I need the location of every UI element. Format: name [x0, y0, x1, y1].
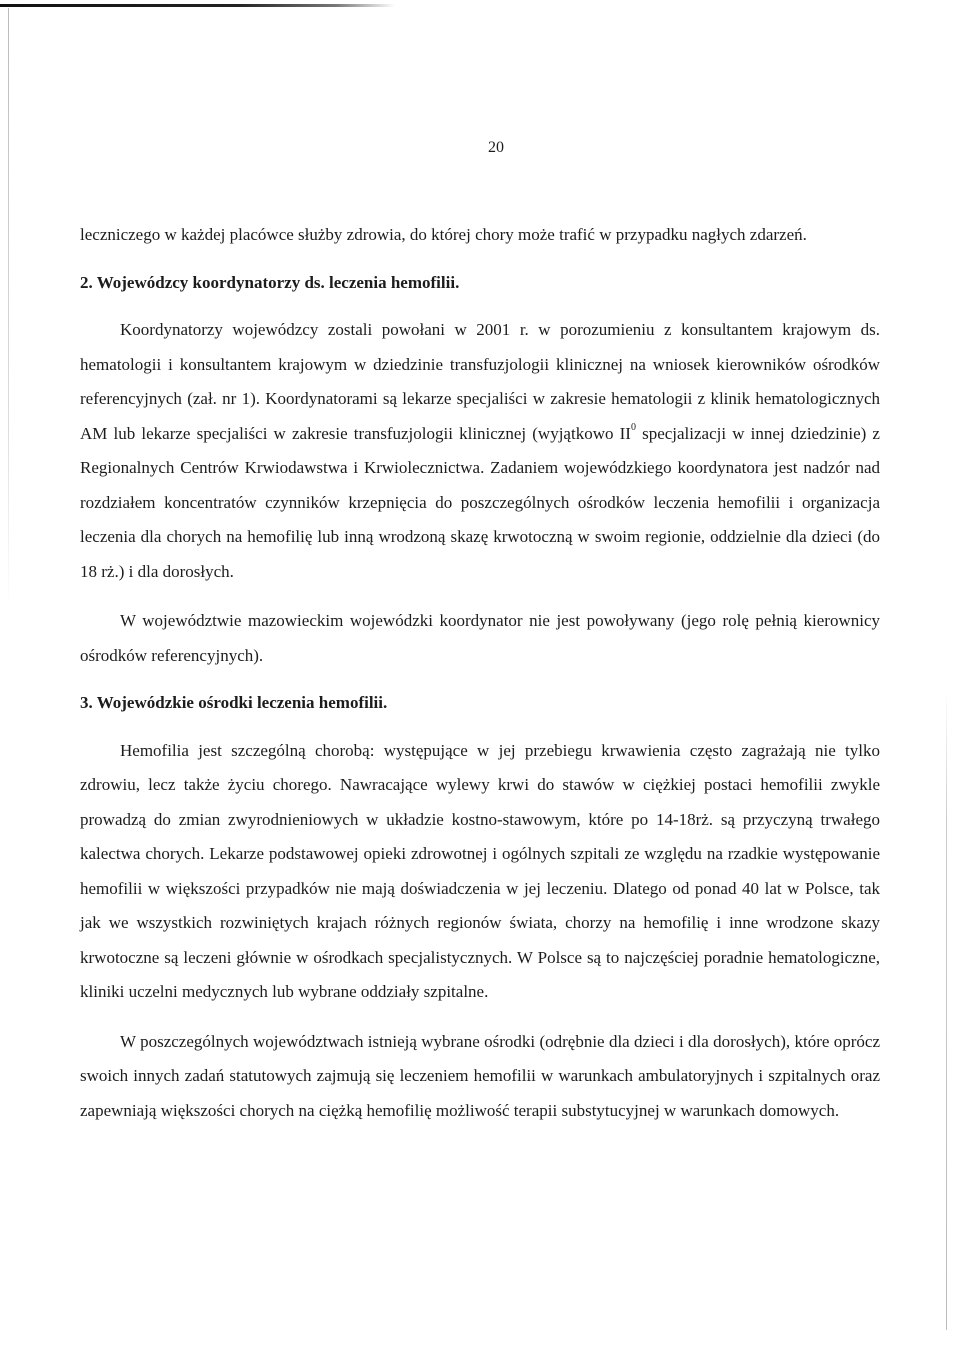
- scan-left-edge: [8, 8, 9, 608]
- scan-top-bar: [0, 4, 395, 7]
- spacer: [80, 589, 880, 604]
- document-body: [80, 218, 880, 1128]
- spacer: [80, 1010, 880, 1025]
- superscript-degree: 0: [630, 421, 636, 433]
- paragraph-mazowieckie: W województwie mazowieckim wojewódzki koordynator nie jest powoływany (jego rolę pełnią kierownicy ośrodków referencyjnych).: [80, 611, 880, 665]
- spacer: [80, 253, 880, 266]
- paragraph-koordynatorzy-part-2: specjalizacji w innej dziedzinie) z Regionalnych Centrów Krwiodawstwa i Krwiolecznictwa. Zadaniem wojewódzkiego koordynatora jest nadzór nad rozdziałem koncentratów czynników krzepnięcia do poszczególnych ośrodków leczenia hemofilii i organizacja leczenia dla chorych na hemofilię lub inną wrodzoną skazę krwotoczną w swoim regionie, oddzielnie dla dzieci (do 18 rż.) i dla dorosłych.: [80, 423, 880, 581]
- paragraph-osrodki: W poszczególnych województwach istnieją wybrane ośrodki (odrębnie dla dzieci i dla dorosłych), które oprócz swoich innych zadań statutowych zajmują się leczeniem hemofilii w warunkach ambulatoryjnych i szpitalnych oraz zapewniają większości chorych na ciężką hemofilię możliwość terapii substytucyjnej w warunkach domowych.: [80, 1031, 880, 1120]
- page-number: 20: [488, 139, 504, 156]
- paragraph-koordynatorzy-part-1: Koordynatorzy wojewódzcy zostali powołani w 2001 r. w porozumieniu z konsultantem krajowym ds. hematologii i konsultantem krajowym w dziedzinie transfuzjologii klinicznej na wniosek kierowników ośrodków referencyjnych (zał. nr 1). Koordynatorami są lekarze specjaliści w zakresie hematologii z klinik hematologicznych AM lub lekarze specjaliści w zakresie transfuzjologii klinicznej (wyjątkowo II: [80, 320, 880, 443]
- paragraph-hemofilia: Hemofilia jest szczególną chorobą: występujące w jej przebiegu krwawienia często zagrażają nie tylko zdrowiu, lecz także życiu chorego. Nawracające wylewy krwi do stawów w ciężkiej postaci hemofilii zwykle prowadzą do zmian zwyrodnieniowych w układzie kostno-stawowym, które po 14-18rż. są przyczyną trwałego kalectwa chorych. Lekarze podstawowej opieki zdrowotnej i ogólnych szpitali ze względu na rzadkie występowanie hemofilii w większości przypadków nie mają doświadczenia w jej leczeniu. Dlatego od ponad 40 lat w Polsce, tak jak we wszystkich rozwiniętych krajach różnych regionów świata, chorzy na hemofilię i inne wrodzone skazy krwotoczne są leczeni głównie w ośrodkach specjalistycznych. W Polsce są to najczęściej poradnie hematologiczne, kliniki uczelni medycznych lub wybrane oddziały szpitalne.: [80, 740, 880, 1001]
- spacer: [80, 300, 880, 313]
- scan-right-edge: [946, 690, 947, 1330]
- section-heading-3: 3. Wojewódzkie ośrodki leczenia hemofilii.: [80, 693, 388, 712]
- spacer: [80, 673, 880, 686]
- paragraph-intro: leczniczego w każdej placówce służby zdrowia, do której chory może trafić w przypadku nagłych zdarzeń.: [80, 225, 807, 244]
- paragraph-koordynatorzy: [80, 313, 880, 589]
- spacer: [80, 721, 880, 734]
- section-heading-2: 2. Wojewódzcy koordynatorzy ds. leczenia hemofilii.: [80, 272, 460, 292]
